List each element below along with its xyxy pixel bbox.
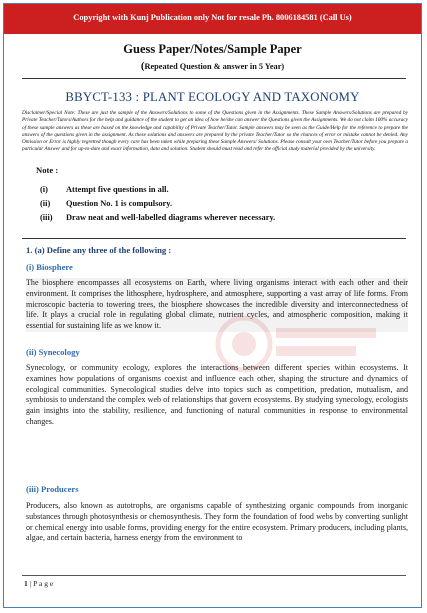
disclaimer-text: Disclaimer/Special Note: These are just the sample of the Answers/Solutions to some of the Questions given in the Assignments. These Sample Answers/Solutions are prepared by Private Teacher/Tutors/Authors for the help and guidance of the student to get an idea of how he/she can answer the Questions given the Assignments. We do not claim 100% accuracy of these sample answers as these are based on the knowledge and capability of Private Teacher/Tutor. Sample answers may be seen as the Guide/Help for the reference to prepare the answers of the questions given in the assignment. As these solutions and answers are prepared by the private Teacher/Tutor so the chances of error or mistake cannot be denied. Any Omission or Error is highly regretted though every care has been taken while preparing these Sample Answers/ Solutions. Please consult your own Teacher/Tutor before you prepare a particular Answer and for up-to-date and exact information, data and solution. Student should must read and refer the official study material provided by the university. [22, 110, 408, 153]
instruction-text: Question No. 1 is compulsory. [66, 199, 173, 208]
question-heading: 1. (a) Define any three of the following : [26, 245, 172, 255]
instruction-number: (i) [40, 185, 48, 194]
note-label: Note : [36, 165, 59, 175]
banner-text: Copyright with Kunj Publication only Not for resale Ph. 8006184581 (Call Us) [73, 13, 352, 22]
instruction-item [40, 213, 275, 222]
instruction-text: Attempt five questions in all. [66, 185, 169, 194]
footer-divider [22, 575, 406, 576]
section-heading-synecology: (ii) Synecology [26, 347, 80, 357]
section-body-synecology: Synecology, or community ecology, explores the interactions between different species within ecosystems. It examines how populations of organisms coexist and influence each other, shaping the structure and dynamics of ecological communities. Synecological studies delve into topics such as competition, predation, mutualism, and symbiosis to understand the complex web of relationships that govern ecosystems. By studying synecology, ecologists gain insights into the stability, resilience, and functioning of natural communities in response to environmental changes. [26, 363, 408, 426]
course-title: BBYCT-133 : PLANT ECOLOGY AND TAXONOMY [65, 90, 360, 104]
section-body-biosphere: The biosphere encompasses all ecosystems on Earth, where living organisms interact with each other and their environment. It comprises the lithosphere, hydrosphere, and atmosphere, supporting a vast array of life forms. From microscopic bacteria to towering trees, the biosphere showcases the incredible diversity and interconnectedness of life. It plays a crucial role in regulating global climate, nutrient cycles, and atmospheric composition, making it essential for sustaining life as we know it. [26, 278, 408, 331]
page-number: 1 [24, 579, 28, 588]
title-divider [22, 78, 406, 79]
document-page [3, 3, 422, 608]
section-heading-producers: (iii) Producers [26, 484, 79, 494]
copyright-banner [4, 4, 421, 34]
subtitle-paren: ( [140, 60, 145, 72]
instruction-item [40, 199, 172, 208]
section-body-producers: Producers, also known as autotrophs, are organisms capable of synthesizing organic compounds from inorganic substances through photosynthesis or chemosynthesis. They form the foundation of food webs by converting sunlight or chemical energy into usable forms, providing energy for the entire ecosystem. Primary producers, including plants, algae, and certain bacteria, harness energy from the environment to [26, 501, 408, 543]
page-label: P a g e [33, 579, 54, 588]
footer-separator: | [29, 579, 32, 588]
section-heading-biosphere: (i) Biosphere [26, 262, 73, 272]
document-subtitle [4, 60, 421, 72]
instruction-number: (iii) [40, 213, 53, 222]
instruction-text: Draw neat and well-labelled diagrams wherever necessary. [66, 213, 276, 222]
instruction-item [40, 185, 169, 194]
document-title: Guess Paper/Notes/Sample Paper [123, 42, 302, 56]
instruction-number: (ii) [40, 199, 51, 208]
note-divider [22, 238, 406, 239]
page-footer [24, 579, 53, 588]
subtitle-text: Repeated Question & answer in 5 Year) [144, 62, 285, 71]
